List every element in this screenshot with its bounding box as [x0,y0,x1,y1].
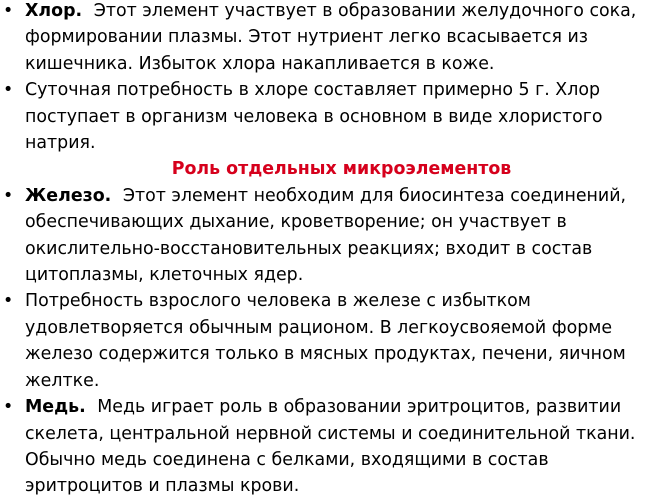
list-item-copper [0,394,653,500]
bullet-list-top [0,0,653,156]
bullet-icon: • [3,397,14,418]
list-item-iron-need [0,288,653,394]
term-iron: Железо. [25,185,112,206]
list-item-iron [0,183,653,289]
text-iron: Этот элемент необходим для биосинтеза соединений, обеспечивающих дыхание, кроветворение; он участвует в окислительно-восстановительных реакциях; входит в состав цитоплазмы, клеточных ядер. [25,185,627,286]
text-chlorine-need: Суточная потребность в хлоре составляет примерно 5 г. Хлор поступает в организм человека в основном в виде хлористого натрия. [25,80,603,154]
term-copper: Медь. [25,397,86,418]
text-copper: Медь играет роль в образовании эритроцитов, развитии скелета, центральной нервной системы и соединительной ткани. Обычно медь соединена с белками, входящими в состав эритроцитов и плазмы крови. [25,397,636,497]
bullet-icon: • [3,1,14,21]
bullet-icon: • [3,185,14,206]
term-chlorine: Хлор. [25,1,83,21]
text-chlorine: Этот элемент участвует в образовании желудочного сока, формировании плазмы. Этот нутриент легко всасывается из кишечника. Избыток хлора накапливается в коже. [25,1,637,74]
bullet-list-bottom [0,183,653,500]
list-item-chlorine-need [0,77,653,156]
section-heading: Роль отдельных микроэлементов [171,159,512,180]
bullet-icon: • [3,291,14,312]
text-iron-need: Потребность взрослого человека в железе с избытком удовлетворяется обычным рационом. В легкоусвояемой форме железо содержится только в мясных продуктах, печени, яичном желтке. [25,291,626,391]
list-item-chlorine [0,0,653,77]
bullet-icon: • [3,80,14,101]
